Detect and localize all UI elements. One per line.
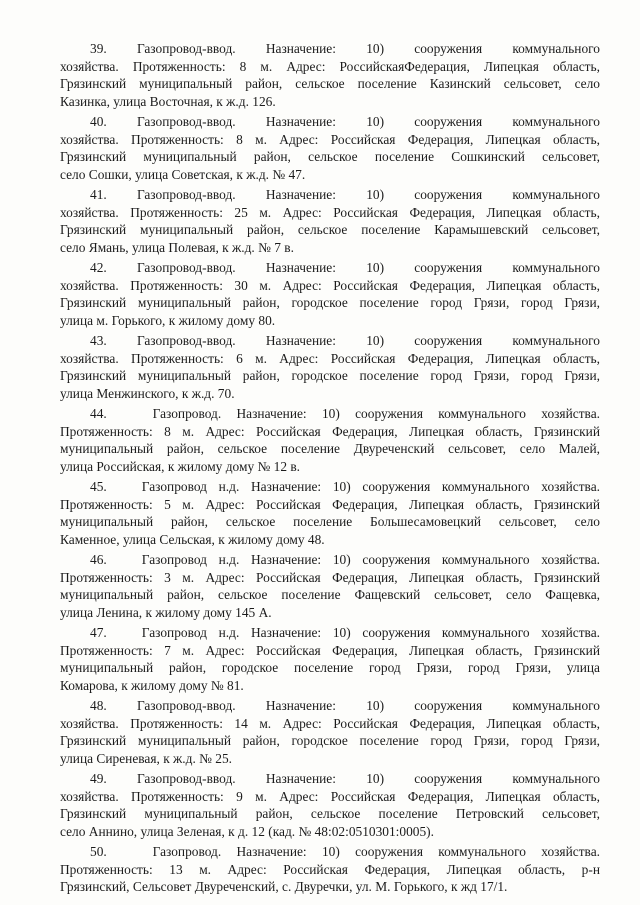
list-item xyxy=(60,843,600,896)
list-item xyxy=(60,186,600,256)
entry-line: Казинка, улица Восточная, к ж.д. 126. xyxy=(60,93,276,109)
entry-line: 42. Газопровод-ввод. Назначение: 10) сооружения коммунального xyxy=(90,260,600,275)
entry-line: хозяйства. Протяженность: 14 м. Адрес: Российская Федерация, Липецкая область, xyxy=(60,715,600,731)
list-item xyxy=(60,551,600,621)
entry-line: муниципальный район, сельское поселение Двуреченский сельсовет, село Малей, xyxy=(60,441,600,456)
entry-line: муниципальный район, сельское поселение Фащевский сельсовет, село Фащевка, xyxy=(60,587,600,602)
list-item xyxy=(60,113,600,183)
entry-line: улица Менжинского, к ж.д. 70. xyxy=(60,385,235,401)
entry-line: улица Ленина, к жилому дому 145 А. xyxy=(60,604,272,620)
entry-line: село Аннино, улица Зеленая, к д. 12 (кад. № 48:02:0510301:0005). xyxy=(60,823,434,839)
entry-line: 46. Газопровод н.д. Назначение: 10) сооружения коммунального хозяйства. xyxy=(90,552,600,567)
entry-line: 49. Газопровод-ввод. Назначение: 10) сооружения коммунального xyxy=(90,771,600,786)
entry-line: 50. Газопровод. Назначение: 10) сооружения коммунального хозяйства. xyxy=(90,844,600,859)
entry-line: хозяйства. Протяженность: 25 м. Адрес: Российская Федерация, Липецкая область, xyxy=(60,204,600,220)
entry-line: Грязинский муниципальный район, сельское поселение Казинский сельсовет, село xyxy=(60,76,600,91)
entry-line: Грязинский, Сельсовет Двуреченский, с. Двуречки, ул. М. Горького, к жд 17/1. xyxy=(60,879,508,894)
list-item xyxy=(60,40,600,110)
entry-line: 40. Газопровод-ввод. Назначение: 10) сооружения коммунального xyxy=(90,114,600,129)
entry-line: Грязинский муниципальный район, городское поселение город Грязи, город Грязи, xyxy=(60,733,600,748)
entry-line: Комарова, к жилому дому № 81. xyxy=(60,677,244,693)
list-item xyxy=(60,770,600,840)
list-item xyxy=(60,478,600,548)
list-item xyxy=(60,332,600,402)
list-item xyxy=(60,405,600,475)
entry-line: 44. Газопровод. Назначение: 10) сооружения коммунального хозяйства. xyxy=(90,406,600,421)
entry-line: Протяженность: 13 м. Адрес: Российская Федерация, Липецкая область, р-н xyxy=(60,861,600,877)
entry-line: хозяйства. Протяженность: 9 м. Адрес: Российская Федерация, Липецкая область, xyxy=(60,788,600,804)
entry-line: 43. Газопровод-ввод. Назначение: 10) сооружения коммунального xyxy=(90,333,600,348)
list-item xyxy=(60,697,600,767)
entry-line: улица Российская, к жилому дому № 12 в. xyxy=(60,458,301,474)
entry-line: муниципальный район, сельское поселение Большесамовецкий сельсовет, село xyxy=(60,514,600,529)
entry-line: Грязинский муниципальный район, городское поселение город Грязи, город Грязи, xyxy=(60,295,600,310)
entry-line: Протяженность: 5 м. Адрес: Российская Федерация, Липецкая область, Грязинский xyxy=(60,496,600,512)
entry-line: Протяженность: 3 м. Адрес: Российская Федерация, Липецкая область, Грязинский xyxy=(60,569,600,585)
entry-line: хозяйства. Протяженность: 8 м. Адрес: Российская Федерация, Липецкая область, xyxy=(60,131,600,147)
entry-line: муниципальный район, городское поселение город Грязи, город Грязи, улица xyxy=(60,660,600,675)
entry-line: 48. Газопровод-ввод. Назначение: 10) сооружения коммунального xyxy=(90,698,600,713)
entry-line: 39. Газопровод-ввод. Назначение: 10) сооружения коммунального xyxy=(90,41,600,56)
entry-line: 41. Газопровод-ввод. Назначение: 10) сооружения коммунального xyxy=(90,187,600,202)
list-item xyxy=(60,259,600,329)
entry-line: село Ямань, улица Полевая, к ж.д. № 7 в. xyxy=(60,239,294,255)
entry-line: Грязинский муниципальный район, сельское поселение Петровский сельсовет, xyxy=(60,806,600,821)
entry-line: хозяйства. Протяженность: 30 м. Адрес: Российская Федерация, Липецкая область, xyxy=(60,277,600,293)
entry-line: 47. Газопровод н.д. Назначение: 10) сооружения коммунального хозяйства. xyxy=(90,625,600,640)
entry-line: Грязинский муниципальный район, сельское поселение Сошкинский сельсовет, xyxy=(60,149,600,164)
entry-line: улица м. Горького, к жилому дому 80. xyxy=(60,312,276,328)
entry-line: хозяйства. Протяженность: 6 м. Адрес: Российская Федерация, Липецкая область, xyxy=(60,350,600,366)
entry-line: Протяженность: 7 м. Адрес: Российская Федерация, Липецкая область, Грязинский xyxy=(60,642,600,658)
entry-line: улица Сиреневая, к ж.д. № 25. xyxy=(60,750,233,766)
entry-line: Грязинский муниципальный район, городское поселение город Грязи, город Грязи, xyxy=(60,368,600,383)
entry-line: 45. Газопровод н.д. Назначение: 10) сооружения коммунального хозяйства. xyxy=(90,479,600,494)
entry-line: село Сошки, улица Советская, к ж.д. № 47. xyxy=(60,166,306,182)
list-item xyxy=(60,624,600,694)
entry-line: Грязинский муниципальный район, сельское поселение Карамышевский сельсовет, xyxy=(60,222,600,237)
entry-line: хозяйства. Протяженность: 8 м. Адрес: РоссийскаяФедерация, Липецкая область, xyxy=(60,58,600,74)
entry-line: Протяженность: 8 м. Адрес: Российская Федерация, Липецкая область, Грязинский xyxy=(60,423,600,439)
entry-line: Каменное, улица Сельская, к жилому дому 48. xyxy=(60,531,325,547)
document-page xyxy=(60,40,600,894)
